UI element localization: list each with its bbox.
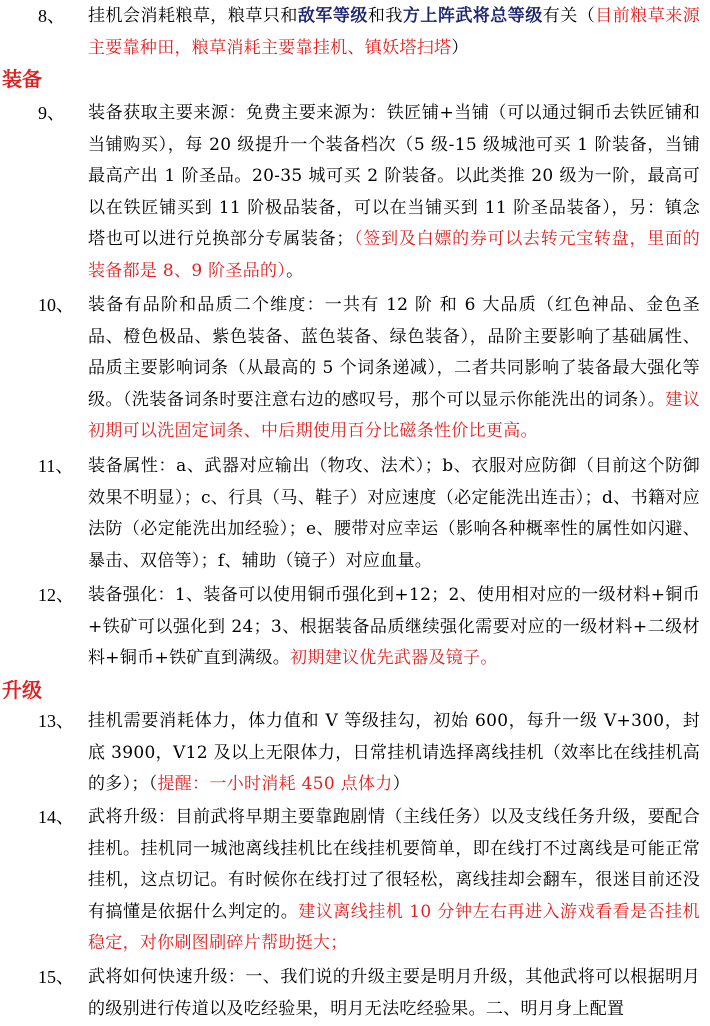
highlight-text: （签到及白嫖的券可以去转元宝转盘，里面的装备都是 8、9 阶圣品的） [88, 229, 701, 281]
item-number: 10、 [38, 295, 74, 315]
body-text: 装备获取主要来源：免费主要来源为：铁匠铺+当铺（可以通过铜币去铁匠铺和当铺购买），每 20 级提升一个装备档次（5 级-15 级城池可买 1 阶装备，当铺最高产出 1 阶圣品。20-35 城可买 2 阶装备。以此类推 20 级为一阶，最高可以在铁匠铺买到 11 阶极品装备，可以在当铺买到 11 阶圣品装备），另：镇念塔也可以进行兑换部分专属装备； [88, 103, 700, 250]
item-number: 9、 [38, 103, 65, 123]
highlight-text: 目前粮草来源主要靠种田，粮草消耗主要靠挂机、镇妖塔扫塔 [88, 6, 700, 58]
list-item-13 [0, 706, 710, 801]
item-number: 13、 [38, 711, 74, 731]
body-text: 装备有品阶和品质二个维度：一共有 12 阶 和 6 大品质（红色神品、金色圣品、橙色极品、紫色装备、蓝色装备、绿色装备），品阶主要影响了基础属性、品质主要影响词条（从最高的 5 个词条递减），二者共同影响了装备最大强化等级。（洗装备词条时要注意右边的感叹号，那个可以显示你能洗出的词条）。 [88, 295, 700, 410]
body-text: 和我 [367, 6, 403, 26]
body-text: 武将升级：目前武将早期主要靠跑剧情（主线任务）以及支线任务升级，要配合挂机。挂机同一城池离线挂机比在线挂机要简单，即在线打不过离线是可能正常挂机，这点切记。有时候你在线打过了很轻松，离线挂却会翻车，很迷目前还没有搞懂是依据什么判定的。 [88, 807, 700, 922]
list-item-15 [0, 962, 710, 1025]
item-number: 12、 [38, 585, 74, 605]
item-number: 8、 [38, 6, 65, 26]
emphasis-text: 敌军等级 [297, 6, 368, 26]
highlight-text: 建议初期可以洗固定词条、中后期使用百分比磁条性价比更高。 [88, 389, 700, 442]
section-heading-upgrade: 升级 [2, 678, 42, 702]
list-item-8 [0, 1, 710, 64]
item-number: 15、 [38, 967, 74, 987]
body-text: ） [392, 774, 410, 795]
item-text [88, 290, 700, 448]
item-text [88, 580, 700, 675]
item-number: 14、 [38, 807, 74, 827]
body-text: 武将如何快速升级：一、我们说的升级主要是明月升级，其他武将可以根据明月的级别进行传道以及吃经验果，明月无法吃经验果。二、明月身上配置 [88, 967, 700, 1019]
list-item-12 [0, 580, 710, 675]
list-item-11 [0, 451, 710, 577]
body-text: 装备强化：1、装备可以使用铜币强化到+12；2、使用相对应的一级材料+铜币+铁矿可以强化到 24；3、根据装备品质继续强化需要对应的一级材料+二级材料+铜币+铁矿直到满级。 [88, 585, 700, 669]
highlight-text: 初期建议优先武器及镜子。 [290, 648, 498, 669]
body-text: 装备属性：a、武器对应输出（物攻、法术）；b、衣服对应防御（目前这个防御效果不明显）；c、行具（马、鞋子）对应速度（必定能洗出连击）；d、书籍对应法防（必定能洗出加经验）；e、腰带对应幸运（影响各种概率性的属性如闪避、暴击、双倍等）；f、辅助（镜子）对应血量。 [88, 456, 700, 571]
item-text [88, 1, 700, 64]
emphasis-text: 方上阵武将总等级 [402, 6, 543, 26]
item-text [88, 706, 700, 801]
item-text [88, 98, 700, 288]
highlight-text: 提醒：一小时消耗 450 点体力 [157, 774, 393, 795]
list-item-10 [0, 290, 710, 448]
item-text [88, 451, 700, 577]
item-text [88, 962, 700, 1025]
body-text: 。 [286, 260, 304, 281]
body-text: 挂机会消耗粮草，粮草只和 [88, 6, 298, 26]
body-text: ） [451, 37, 469, 58]
highlight-text: 建议离线挂机 10 分钟左右再进入游戏看看是否挂机稳定，对你刷图刷碎片帮助挺大； [88, 901, 700, 954]
list-item-14 [0, 802, 710, 960]
list-item-9 [0, 98, 710, 288]
body-text: 有关（ [542, 6, 596, 26]
section-heading-equipment: 装备 [2, 67, 42, 91]
item-number: 11、 [38, 456, 74, 476]
item-text [88, 802, 700, 960]
body-text: 挂机需要消耗体力，体力值和 V 等级挂勾，初始 600，每升一级 V+300，封底 3900，V12 及以上无限体力，日常挂机请选择离线挂机（效率比在线挂机高的多）；（ [88, 711, 700, 795]
